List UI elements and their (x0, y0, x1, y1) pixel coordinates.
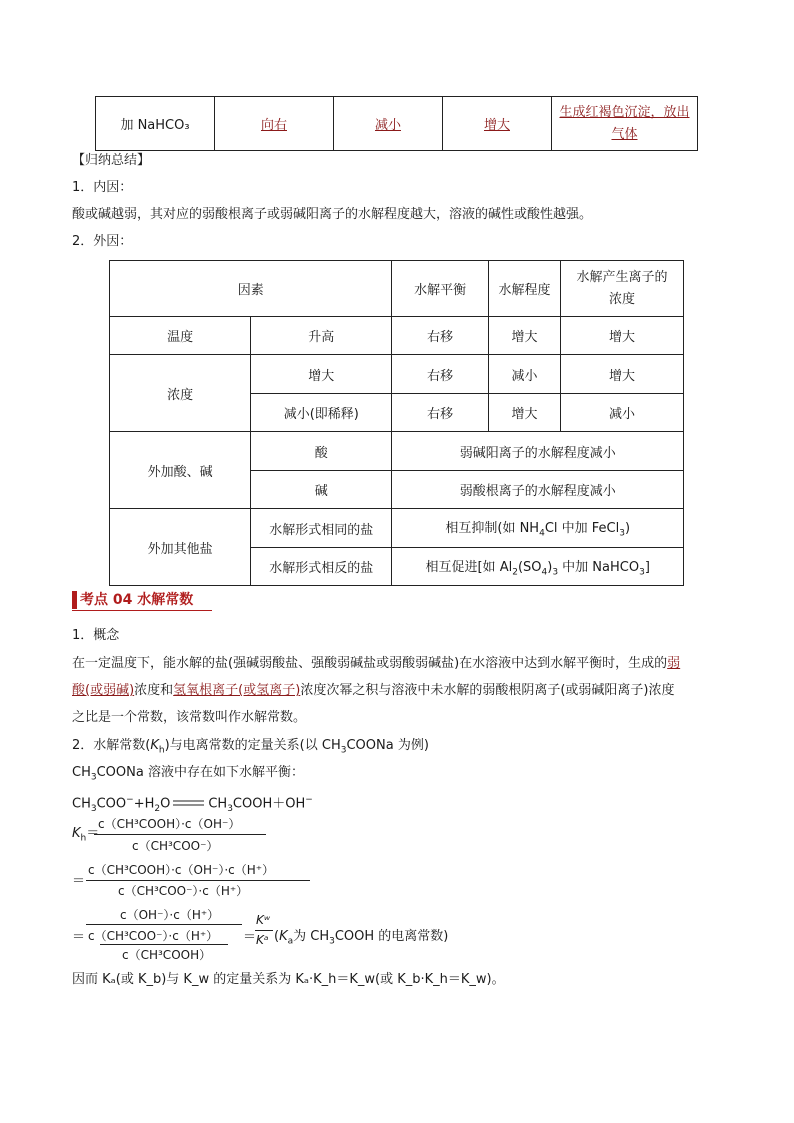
acid-effect: 弱碱阳离子的水解程度减小 (392, 432, 684, 471)
ka-note: ($K_a$为 $CH_3COOH$ 的电离常数) (274, 929, 449, 947)
concept-p1: 在一定温度下，能水解的盐(强碱弱酸盐、强酸弱碱盐或弱酸弱碱盐)在水溶液中达到水解平衡时，生成的弱 (72, 656, 681, 671)
relation-title: 2．水解常数$(K_h)$与电离常数的定量关系(以 $CH_3COONa$ 为例) (72, 738, 429, 756)
f1-bar (94, 834, 266, 835)
opposite-salt: 水解形式相反的盐 (251, 548, 392, 586)
eq-sign-2: ＝ (72, 874, 86, 889)
header-ion-conc: 水解产生离子的 浓度 (561, 261, 684, 317)
acid: 酸 (251, 432, 392, 471)
final-relation: 因而 Kₐ(或 K_b)与 K_w 的定量关系为 Kₐ·K_h＝K_w(或 K_b·K_h＝K_w)。 (72, 972, 505, 987)
concept-p3: 之比是一个常数，该常数叫作水解常数。 (72, 710, 307, 725)
cell: 右移 (392, 317, 489, 355)
eq-sign-3: ＝ (72, 930, 86, 945)
cell-add-nahco3: 加 NaHCO₃ (96, 97, 215, 151)
f2-bar (86, 880, 310, 881)
factor-temperature: 温度 (110, 317, 251, 355)
opposite-salt-effect: 相互促进[如 $Al_2(SO_4)_3$ 中加 NaHCO$_3$] (392, 548, 684, 586)
factors-table (109, 260, 684, 586)
summary-heading: 【归纳总结】 (72, 153, 151, 168)
item2-title: 2．外因： (72, 234, 133, 249)
hydrolysis-equation: $CH_3COO^-+H_2O$ $CH_3COOH+OH^-$ (72, 795, 313, 814)
conc-up: 增大 (251, 355, 392, 394)
f3-numerator: c（OH⁻）·c（H⁺） (120, 908, 220, 922)
same-salt: 水解形式相同的盐 (251, 509, 392, 548)
header-degree: 水解程度 (488, 261, 560, 317)
base: 碱 (251, 471, 392, 509)
cell: 增大 (561, 355, 684, 394)
temp-rise: 升高 (251, 317, 392, 355)
f3-mid-denominator: c（CH³COOH） (122, 948, 212, 962)
item1-title: 1．内因： (72, 180, 133, 195)
same-salt-effect: 相互抑制(如 $NH_4Cl$ 中加 FeCl$_3$) (392, 509, 684, 548)
cell-phenomenon: 生成红褐色沉淀，放出 气体 (552, 97, 698, 151)
f3-mid-numerator: c（CH³COO⁻）·c（H⁺） (88, 929, 219, 943)
f3-inner-bar (100, 944, 228, 945)
cell: 右移 (392, 394, 489, 432)
concept-title: 1．概念 (72, 628, 120, 643)
kw-bar (255, 930, 273, 931)
cell: 减小 (488, 355, 560, 394)
f2-numerator: c（CH³COOH）·c（OH⁻）·c（H⁺） (88, 863, 275, 877)
cell: 增大 (488, 394, 560, 432)
kh-label: $K_h=$ (72, 826, 100, 844)
concept-p2: 酸(或弱碱)浓度和氢氧根离子(或氢离子)浓度次幂之积与溶液中未水解的弱酸根阴离子(或弱碱阳离子)浓度 (72, 683, 675, 698)
header-equilibrium: 水解平衡 (392, 261, 489, 317)
kw-numerator: Kʷ (256, 913, 271, 927)
base-effect: 弱酸根离子的水解程度减小 (392, 471, 684, 509)
cell: 右移 (392, 355, 489, 394)
cell: 减小 (561, 394, 684, 432)
factor-acid-base: 外加酸、碱 (110, 432, 251, 509)
section-tag-underline (72, 610, 212, 611)
factor-other-salt: 外加其他盐 (110, 509, 251, 586)
conc-down: 减小(即稀释) (251, 394, 392, 432)
header-factor: 因素 (110, 261, 392, 317)
eq-sign-4: ＝ (243, 930, 257, 945)
cell-direction: 向右 (215, 97, 334, 151)
cell: 增大 (561, 317, 684, 355)
f3-outer-bar (86, 924, 242, 925)
cell-change-a: 减小 (334, 97, 443, 151)
cell: 增大 (488, 317, 560, 355)
factor-concentration: 浓度 (110, 355, 251, 432)
cell-change-b: 增大 (443, 97, 552, 151)
equilibrium-arrow-icon (172, 794, 206, 814)
f1-denominator: c（CH³COO⁻） (132, 839, 219, 853)
section-tag-text: 考点 04 水解常数 (80, 592, 194, 608)
item1-text: 酸或碱越弱，其对应的弱酸根离子或弱碱阳离子的水解程度越大，溶液的碱性或酸性越强。 (72, 207, 593, 222)
top-row-table (95, 96, 698, 151)
section-tag-bar (72, 591, 77, 609)
relation-line1: $CH_3COONa$ 溶液中存在如下水解平衡： (72, 765, 304, 783)
ka-denominator: Kᵃ (256, 933, 269, 947)
f2-denominator: c（CH³COO⁻）·c（H⁺） (118, 884, 249, 898)
f1-numerator: c（CH³COOH）·c（OH⁻） (98, 817, 241, 831)
